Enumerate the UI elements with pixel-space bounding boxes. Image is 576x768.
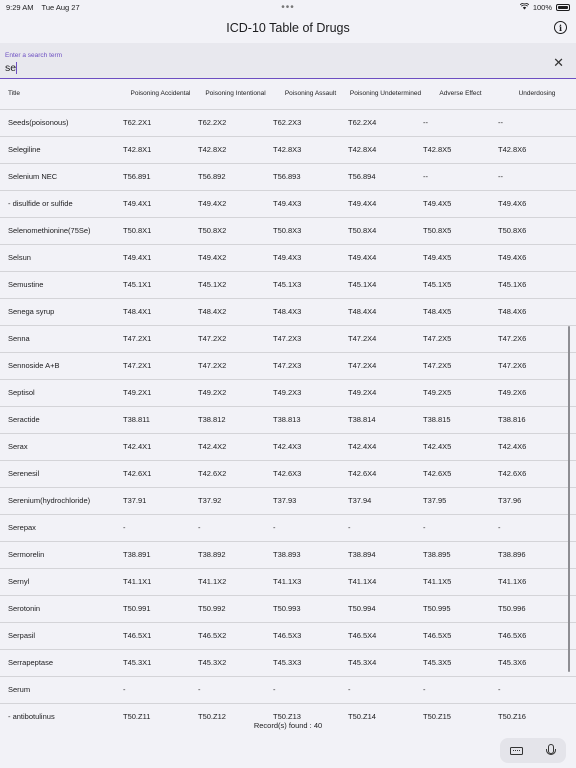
code-cell: T49.4X4 [348,244,423,271]
drug-title-cell: Serotonin [0,595,123,622]
code-cell: T47.2X1 [123,325,198,352]
drug-title-cell: Selsun [0,244,123,271]
code-cell: T41.1X1 [123,568,198,595]
code-cell: T42.4X5 [423,433,498,460]
table-row[interactable] [0,406,576,433]
code-cell: T45.3X6 [498,649,576,676]
header-adverse-effect: Adverse Effect [439,90,482,98]
code-cell: T50.Z11 [123,703,198,720]
code-cell: - [498,676,576,703]
table-row[interactable] [0,514,576,541]
code-cell: T48.4X6 [498,298,576,325]
code-cell: - [123,514,198,541]
code-cell: T48.4X5 [423,298,498,325]
code-cell: -- [498,163,576,190]
code-cell: T45.1X2 [198,271,273,298]
drug-title-cell: - disulfide or sulfide [0,190,123,217]
code-cell: T42.4X1 [123,433,198,460]
code-cell: T50.8X2 [198,217,273,244]
code-cell: T38.813 [273,406,348,433]
code-cell: T47.2X1 [123,352,198,379]
drug-title-cell: Serpasil [0,622,123,649]
drug-title-cell: Semustine [0,271,123,298]
table-row[interactable] [0,541,576,568]
drug-title-cell: Sermorelin [0,541,123,568]
code-cell: T50.992 [198,595,273,622]
table-row[interactable] [0,325,576,352]
code-cell: T50.Z16 [498,703,576,720]
code-cell: T47.2X6 [498,352,576,379]
table-row[interactable] [0,217,576,244]
code-cell: T49.2X2 [198,379,273,406]
table-row[interactable] [0,298,576,325]
code-cell: - [273,676,348,703]
code-cell: T45.1X6 [498,271,576,298]
code-cell: T50.8X4 [348,217,423,244]
code-cell: T42.6X6 [498,460,576,487]
microphone-icon[interactable] [544,744,556,758]
code-cell: T49.2X5 [423,379,498,406]
code-cell: T50.993 [273,595,348,622]
scrollbar[interactable] [568,326,570,672]
code-cell: T48.4X1 [123,298,198,325]
code-cell: T41.1X2 [198,568,273,595]
code-cell: - [123,676,198,703]
code-cell: T46.5X4 [348,622,423,649]
code-cell: T42.6X4 [348,460,423,487]
code-cell: -- [498,109,576,136]
code-cell: T49.2X4 [348,379,423,406]
code-cell: - [498,514,576,541]
code-cell: T45.3X3 [273,649,348,676]
status-bar [0,0,576,14]
code-cell: T42.4X3 [273,433,348,460]
code-cell: T56.893 [273,163,348,190]
code-cell: T45.3X4 [348,649,423,676]
code-cell: - [198,676,273,703]
code-cell: T38.815 [423,406,498,433]
page-title: ICD-10 Table of Drugs [226,21,350,35]
table-row[interactable] [0,595,576,622]
code-cell: - [423,514,498,541]
code-cell: T50.Z14 [348,703,423,720]
code-cell: T37.94 [348,487,423,514]
code-cell: T37.96 [498,487,576,514]
code-cell: T48.4X4 [348,298,423,325]
code-cell: T50.Z12 [198,703,273,720]
code-cell: T42.8X5 [423,136,498,163]
code-cell: T49.4X1 [123,244,198,271]
code-cell: T45.3X2 [198,649,273,676]
header-underdosing: Underdosing [518,90,556,98]
code-cell: T56.891 [123,163,198,190]
code-cell: T38.896 [498,541,576,568]
code-cell: -- [423,109,498,136]
code-cell: T47.2X5 [423,325,498,352]
code-cell: T45.1X1 [123,271,198,298]
drug-title-cell: Selenium NEC [0,163,123,190]
header-title: Title [8,90,21,98]
drug-title-cell: Serenesil [0,460,123,487]
code-cell: T62.2X2 [198,109,273,136]
code-cell: T50.996 [498,595,576,622]
code-cell: T42.8X2 [198,136,273,163]
table-row[interactable] [0,703,576,720]
code-cell: T38.892 [198,541,273,568]
code-cell: T49.4X5 [423,244,498,271]
code-cell: T47.2X5 [423,352,498,379]
drug-title-cell: - antibotulinus [0,703,123,720]
code-cell: T47.2X2 [198,325,273,352]
code-cell: T46.5X2 [198,622,273,649]
code-cell: - [348,676,423,703]
code-cell: T38.812 [198,406,273,433]
code-cell: T50.8X5 [423,217,498,244]
code-cell: T50.991 [123,595,198,622]
code-cell: T46.5X3 [273,622,348,649]
code-cell: T42.4X4 [348,433,423,460]
code-cell: T47.2X3 [273,352,348,379]
table-row[interactable] [0,460,576,487]
code-cell: T42.8X1 [123,136,198,163]
code-cell: T50.8X6 [498,217,576,244]
code-cell: T46.5X5 [423,622,498,649]
code-cell: T42.8X6 [498,136,576,163]
table-row[interactable] [0,379,576,406]
code-cell: T38.894 [348,541,423,568]
code-cell: T38.891 [123,541,198,568]
code-cell: T47.2X4 [348,325,423,352]
drug-title-cell: Serum [0,676,123,703]
drug-table-container[interactable] [0,80,576,720]
battery-icon [556,4,570,11]
code-cell: T38.816 [498,406,576,433]
drug-title-cell: Serrapeptase [0,649,123,676]
code-cell: T45.1X5 [423,271,498,298]
code-cell: T48.4X3 [273,298,348,325]
table-row[interactable] [0,676,576,703]
code-cell: -- [423,163,498,190]
code-cell: - [348,514,423,541]
code-cell: T62.2X1 [123,109,198,136]
records-count: Record(s) found : 40 [253,721,323,730]
code-cell: T47.2X3 [273,325,348,352]
code-cell: T37.95 [423,487,498,514]
code-cell: T38.811 [123,406,198,433]
drug-title-cell: Serepax [0,514,123,541]
code-cell: T42.8X4 [348,136,423,163]
code-cell: T49.4X2 [198,244,273,271]
search-field[interactable] [0,43,576,79]
code-cell: T45.3X1 [123,649,198,676]
search-label: Enter a search term [5,52,63,59]
text-caret [16,62,17,74]
drug-title-cell: Septisol [0,379,123,406]
close-icon[interactable]: ✕ [553,55,564,70]
table-row[interactable] [0,109,576,136]
code-cell: T47.2X6 [498,325,576,352]
drug-title-cell: Sernyl [0,568,123,595]
header-poisoning-assault: Poisoning Assault [284,90,337,98]
drug-title-cell: Serax [0,433,123,460]
drug-title-cell: Senna [0,325,123,352]
header-poisoning-accidental: Poisoning Accidental [130,90,191,98]
code-cell: T37.92 [198,487,273,514]
code-cell: T47.2X2 [198,352,273,379]
table-row[interactable] [0,352,576,379]
code-cell: T45.1X3 [273,271,348,298]
table-row[interactable] [0,244,576,271]
code-cell: T50.Z15 [423,703,498,720]
code-cell: T38.814 [348,406,423,433]
code-cell: T49.4X2 [198,190,273,217]
code-cell: T42.6X2 [198,460,273,487]
code-cell: T41.1X3 [273,568,348,595]
code-cell: T49.2X6 [498,379,576,406]
drug-title-cell: Serenium(hydrochloride) [0,487,123,514]
code-cell: T45.3X5 [423,649,498,676]
drug-title-cell: Selenomethionine(75Se) [0,217,123,244]
header-poisoning-intentional: Poisoning Intentional [205,90,266,98]
search-input[interactable] [5,61,525,75]
code-cell: T38.893 [273,541,348,568]
header-poisoning-undetermined: Poisoning Undetermined [349,90,422,98]
keyboard-assistant-bar [500,738,566,763]
code-cell: T49.4X3 [273,190,348,217]
code-cell: T49.4X6 [498,244,576,271]
table-row[interactable] [0,136,576,163]
code-cell: T62.2X4 [348,109,423,136]
status-time: 9:29 AM [6,2,34,12]
code-cell: T49.2X1 [123,379,198,406]
code-cell: T49.4X5 [423,190,498,217]
code-cell: T41.1X5 [423,568,498,595]
drug-title-cell: Seractide [0,406,123,433]
keyboard-icon[interactable] [510,747,523,755]
code-cell: T41.1X4 [348,568,423,595]
code-cell: T50.8X1 [123,217,198,244]
code-cell: - [273,514,348,541]
code-cell: - [423,676,498,703]
code-cell: T48.4X2 [198,298,273,325]
code-cell: T46.5X6 [498,622,576,649]
table-row[interactable] [0,487,576,514]
code-cell: T38.895 [423,541,498,568]
table-row[interactable] [0,271,576,298]
code-cell: T37.91 [123,487,198,514]
code-cell: T50.994 [348,595,423,622]
code-cell: T41.1X6 [498,568,576,595]
table-row[interactable] [0,163,576,190]
info-icon[interactable]: i [554,21,567,34]
code-cell: T49.4X6 [498,190,576,217]
code-cell: T45.1X4 [348,271,423,298]
code-cell: - [198,514,273,541]
code-cell: T50.Z13 [273,703,348,720]
code-cell: T46.5X1 [123,622,198,649]
battery-percent: 100% [532,2,552,12]
table-header-row [0,80,576,109]
table-row[interactable] [0,568,576,595]
code-cell: T42.6X3 [273,460,348,487]
drug-title-cell: Selegiline [0,136,123,163]
code-cell: T62.2X3 [273,109,348,136]
code-cell: T42.4X6 [498,433,576,460]
navigation-bar [0,14,576,42]
multitasking-dots-icon[interactable]: ••• [281,2,295,13]
drug-table [0,80,576,720]
status-date: Tue Aug 27 [41,2,80,12]
code-cell: T50.8X3 [273,217,348,244]
wifi-icon [520,3,529,12]
code-cell: T49.4X1 [123,190,198,217]
drug-title-cell: Senega syrup [0,298,123,325]
code-cell: T49.4X4 [348,190,423,217]
code-cell: T50.995 [423,595,498,622]
table-row[interactable] [0,622,576,649]
code-cell: T56.892 [198,163,273,190]
code-cell: T42.4X2 [198,433,273,460]
code-cell: T56.894 [348,163,423,190]
code-cell: T47.2X4 [348,352,423,379]
code-cell: T42.8X3 [273,136,348,163]
table-row[interactable] [0,433,576,460]
code-cell: T49.4X3 [273,244,348,271]
table-row[interactable] [0,190,576,217]
code-cell: T42.6X5 [423,460,498,487]
table-row[interactable] [0,649,576,676]
drug-title-cell: Sennoside A+B [0,352,123,379]
code-cell: T49.2X3 [273,379,348,406]
code-cell: T42.6X1 [123,460,198,487]
drug-title-cell: Seeds(poisonous) [0,109,123,136]
code-cell: T37.93 [273,487,348,514]
